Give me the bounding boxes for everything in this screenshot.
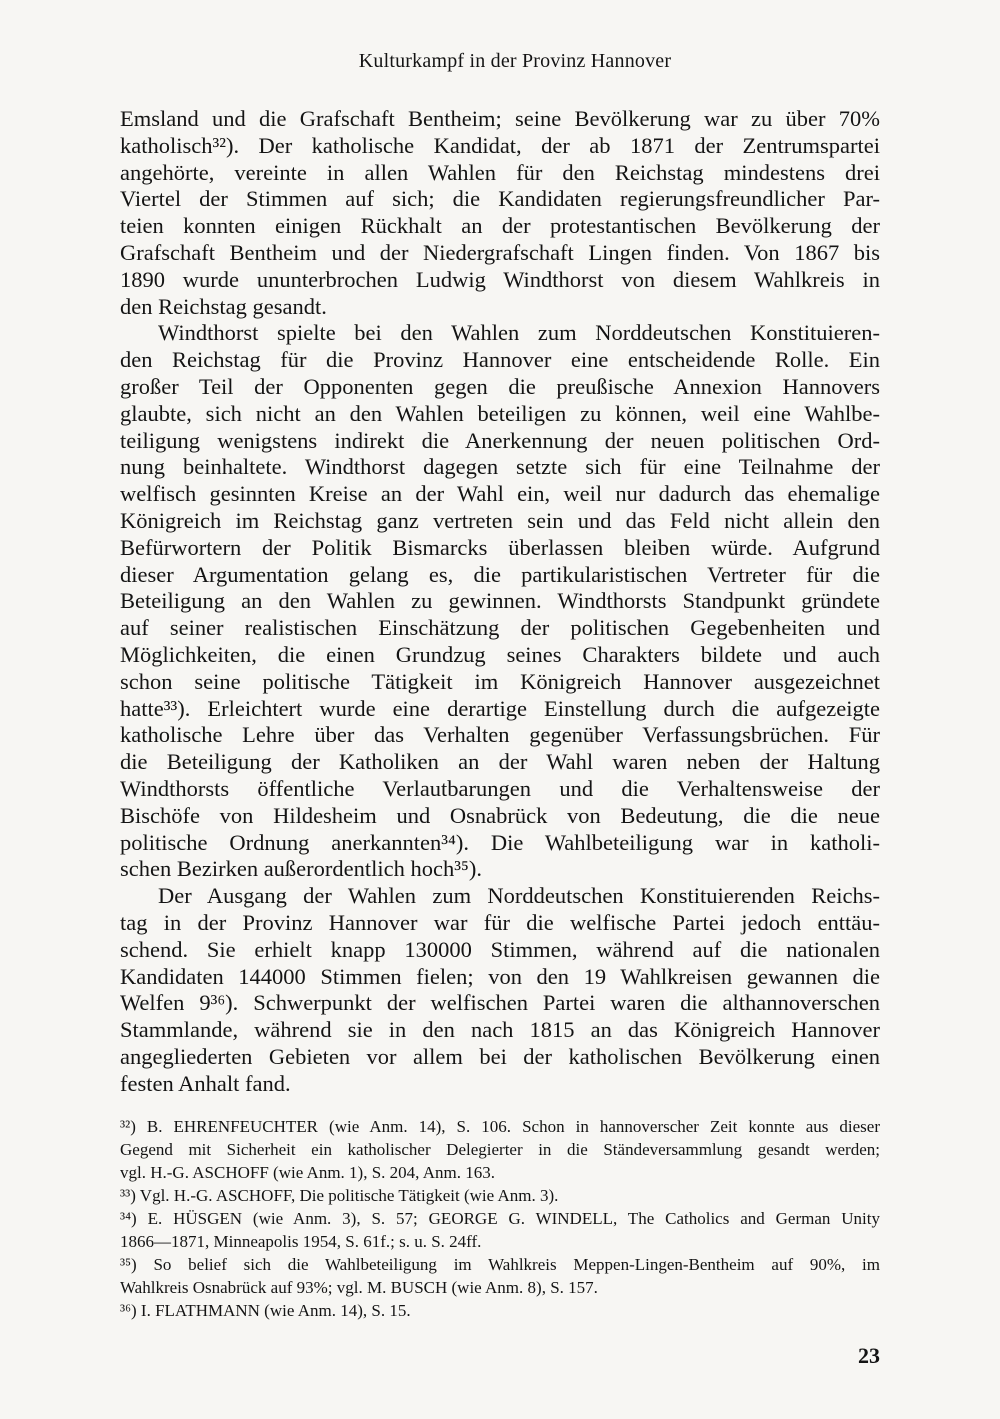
- text-line: schen Bezirken außerordentlich hoch³⁵).: [120, 856, 482, 882]
- text-line: großer Teil der Opponenten gegen die preußische Annexion Hannovers: [120, 373, 880, 399]
- footnote-line: ³⁵) So belief sich die Wahlbeteiligung im Wahlkreis Meppen-Lingen-Bentheim auf 90%, im: [120, 1255, 880, 1274]
- text-line: glaubte, sich nicht an den Wahlen beteiligen zu können, weil eine Wahlbe-: [120, 400, 880, 426]
- text-line: teiligung wenigstens indirekt die Anerkennung der neuen politischen Ord-: [120, 427, 880, 453]
- text-line: Kandidaten 144000 Stimmen fielen; von den 19 Wahlkreisen gewannen die: [120, 963, 880, 989]
- text-line: Grafschaft Bentheim und der Niedergrafschaft Lingen finden. Von 1867 bis: [120, 239, 880, 265]
- text-line: Befürwortern der Politik Bismarcks überlassen bleiben würde. Aufgrund: [120, 534, 880, 560]
- text-line: Bischöfe von Hildesheim und Osnabrück von Bedeutung, die die neue: [120, 802, 880, 828]
- footnote-line: ³⁴) E. HÜSGEN (wie Anm. 3), S. 57; GEORGE G. WINDELL, The Catholics and German Unity: [120, 1209, 880, 1228]
- footnote-line: vgl. H.-G. ASCHOFF (wie Anm. 1), S. 204, Anm. 163.: [120, 1163, 495, 1182]
- text-line: die Beteiligung der Katholiken an der Wahl waren neben der Haltung: [120, 749, 880, 775]
- page-number: 23: [858, 1343, 880, 1368]
- text-line: festen Anhalt fand.: [120, 1070, 291, 1096]
- text-line: Königreich im Reichstag ganz vertreten sein und das Feld nicht allein den: [120, 507, 880, 533]
- text-line: Möglichkeiten, die einen Grundzug seines Charakters bildete und auch: [120, 641, 880, 667]
- text-line: Beteiligung an den Wahlen zu gewinnen. Windthorsts Standpunkt gründete: [120, 588, 880, 614]
- text-line: politische Ordnung anerkannten³⁴). Die Wahlbeteiligung war in katholi-: [120, 829, 880, 855]
- main-text: [120, 106, 880, 1097]
- text-line: Windthorst spielte bei den Wahlen zum Norddeutschen Konstituieren-: [158, 320, 880, 346]
- text-line: tag in der Provinz Hannover war für die welfische Partei jedoch enttäu-: [120, 909, 880, 935]
- text-line: den Reichstag gesandt.: [120, 293, 327, 319]
- footnotes: [120, 1115, 880, 1322]
- text-line: katholisch³²). Der katholische Kandidat, der ab 1871 der Zentrumspartei: [120, 132, 880, 158]
- text-line: Welfen 9³⁶). Schwerpunkt der welfischen Partei waren die althannoverschen: [120, 990, 880, 1016]
- text-line: schon seine politische Tätigkeit im Königreich Hannover ausgezeichnet: [120, 668, 880, 694]
- text-line: Windthorsts öffentliche Verlautbarungen und die Verhaltensweise der: [120, 775, 880, 801]
- text-line: schend. Sie erhielt knapp 130000 Stimmen, während auf die nationalen: [120, 936, 880, 962]
- footnote-line: ³²) B. EHRENFEUCHTER (wie Anm. 14), S. 106. Schon in hannoverscher Zeit konnte aus dieser: [120, 1117, 880, 1136]
- footnote-line: Wahlkreis Osnabrück auf 93%; vgl. M. BUSCH (wie Anm. 8), S. 157.: [120, 1278, 598, 1297]
- text-line: Der Ausgang der Wahlen zum Norddeutschen Konstituierenden Reichs-: [158, 883, 880, 909]
- text-line: angegliederten Gebieten vor allem bei der katholischen Bevölkerung einen: [120, 1043, 880, 1069]
- text-line: 1890 wurde ununterbrochen Ludwig Windthorst von diesem Wahlkreis in: [120, 266, 880, 292]
- footnote-line: 1866—1871, Minneapolis 1954, S. 61f.; s. u. S. 24ff.: [120, 1232, 482, 1251]
- text-line: nung beinhaltete. Windthorst dagegen setzte sich für eine Teilnahme der: [120, 454, 880, 480]
- text-line: auf seiner realistischen Einschätzung der politischen Gegebenheiten und: [120, 615, 880, 641]
- text-line: den Reichstag für die Provinz Hannover eine entscheidende Rolle. Ein: [120, 347, 880, 373]
- text-line: dieser Argumentation gelang es, die partikularistischen Vertreter für die: [120, 561, 880, 587]
- text-line: Viertel der Stimmen auf sich; die Kandidaten regierungsfreundlicher Par-: [120, 186, 880, 212]
- text-line: Emsland und die Grafschaft Bentheim; seine Bevölkerung war zu über 70%: [120, 106, 880, 131]
- footnote-line: ³⁶) I. FLATHMANN (wie Anm. 14), S. 15.: [120, 1301, 411, 1320]
- text-line: Stammlande, während sie in den nach 1815 an das Königreich Hannover: [120, 1017, 880, 1043]
- text-line: welfisch gesinnten Kreise an der Wahl ein, weil nur dadurch das ehemalige: [120, 481, 880, 507]
- text-line: hatte³³). Erleichtert wurde eine derartige Einstellung durch die aufgezeigte: [120, 695, 880, 721]
- running-head: Kulturkampf in der Provinz Hannover: [358, 50, 672, 72]
- footnote-line: Gegend mit Sicherheit ein katholischer Delegierter in die Ständeversammlung gesandt werden;: [120, 1140, 880, 1159]
- text-line: angehörte, vereinte in allen Wahlen für den Reichstag mindestens drei: [120, 159, 880, 185]
- text-line: katholische Lehre über das Verhalten gegenüber Verfassungsbrüchen. Für: [120, 722, 880, 748]
- text-line: teien konnten einigen Rückhalt an der protestantischen Bevölkerung der: [120, 213, 880, 239]
- footnote-line: ³³) Vgl. H.-G. ASCHOFF, Die politische Tätigkeit (wie Anm. 3).: [120, 1186, 559, 1205]
